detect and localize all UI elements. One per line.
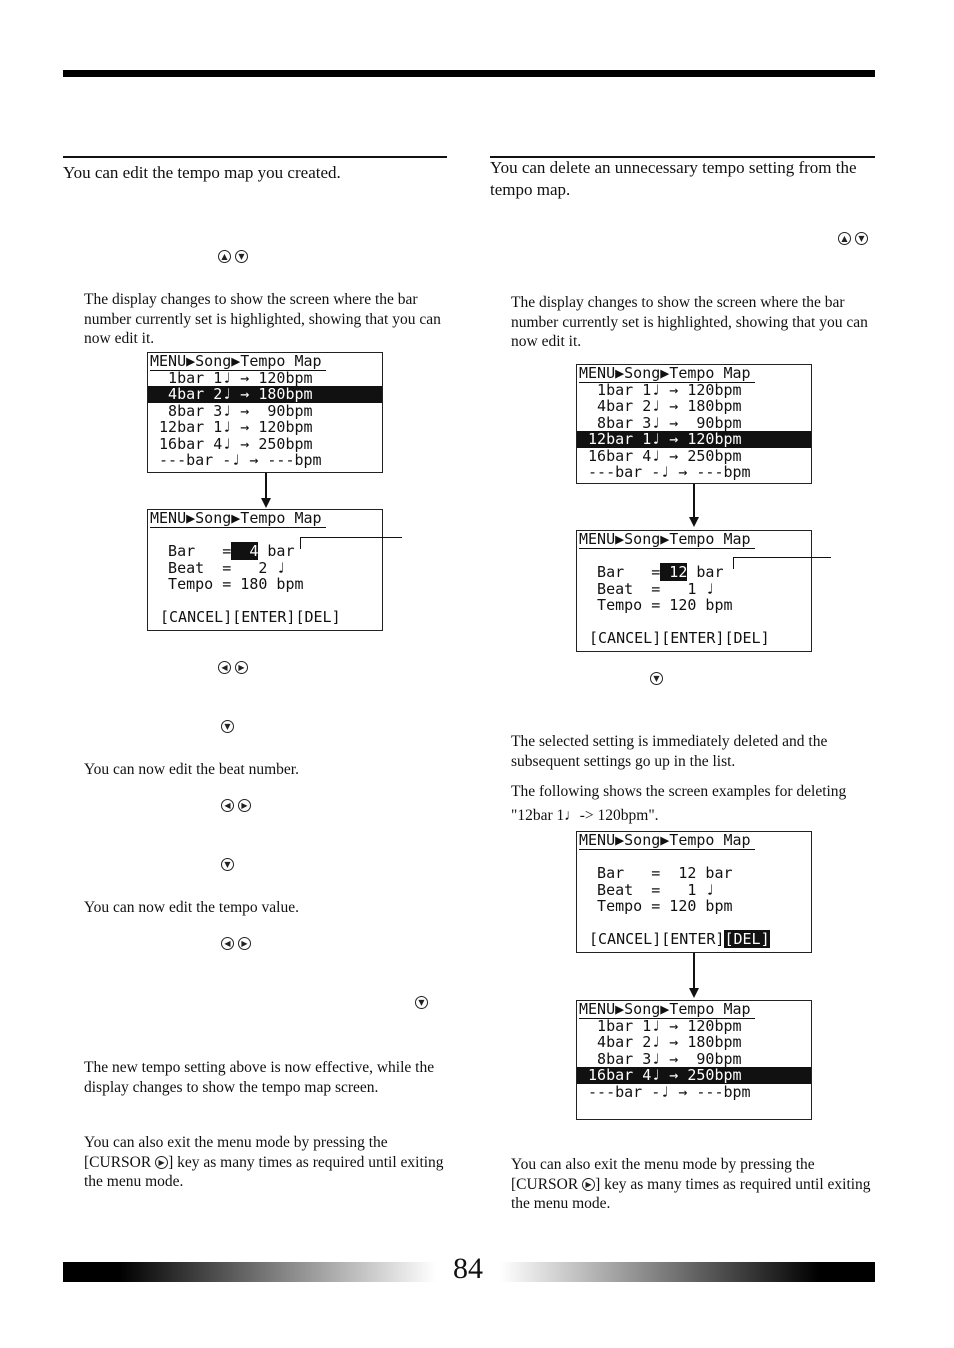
arrow-down-icon: [689, 517, 699, 527]
lcd-map-row: 1bar 1♩ → 120bpm: [150, 368, 313, 387]
left-p1: The display changes to show the screen where the bar number currently set is highlighted, showing that you can now edit it.: [84, 291, 441, 347]
lcd-map-row: 1bar 1♩ → 120bpm: [579, 1016, 742, 1035]
lcd-map-row: 4bar 2♩ → 180bpm: [148, 386, 382, 403]
left-key-icon: ◀: [218, 661, 231, 674]
down-key: [221, 720, 234, 733]
lcd-map-row: ---bar -♩ → ---bpm: [579, 463, 751, 481]
lcd-map-row: 8bar 3♩ → 90bpm: [579, 413, 742, 432]
arrow-line: [693, 953, 695, 989]
lcd-map-row: ---bar -♩ → ---bpm: [579, 1082, 751, 1101]
header-bar: [63, 70, 875, 77]
left-right-keys: [221, 937, 251, 950]
right-key-icon: ▶: [238, 937, 251, 950]
up-key-icon: ▲: [838, 232, 851, 245]
lcd-beat-row: Beat = 1 ♩: [579, 579, 715, 598]
lcd-bar-unit: bar: [258, 542, 295, 560]
arrow-line: [693, 484, 695, 518]
lcd-title: MENU▶Song▶Tempo Map: [579, 365, 755, 383]
down-key: [650, 672, 663, 685]
right-p1: The display changes to show the screen where the bar number currently set is highlighted, showing that you can now edit it.: [511, 294, 868, 350]
lcd-title: MENU▶Song▶Tempo Map: [150, 353, 326, 371]
lcd-title: MENU▶Song▶Tempo Map: [579, 832, 755, 850]
up-key-icon: ▲: [218, 250, 231, 263]
left-p2: You can now edit the beat number.: [84, 761, 299, 778]
right-intro: You can delete an unnecessary tempo setting from the tempo map.: [490, 158, 857, 199]
callout-line: [300, 537, 402, 538]
lcd-tempo-row: Tempo = 180 bpm: [150, 575, 304, 593]
down-key-icon: ▼: [650, 672, 663, 685]
footer-bar-left: [63, 1262, 436, 1282]
callout-line: [733, 557, 734, 569]
lcd-buttons: [CANCEL][ENTER][DEL]: [160, 608, 341, 626]
lcd-map-row: 8bar 3♩ → 90bpm: [150, 401, 313, 420]
lcd-map-row: 1bar 1♩ → 120bpm: [579, 380, 742, 399]
lcd-title: MENU▶Song▶Tempo Map: [150, 510, 326, 528]
lcd-map-row: ---bar -♩ → ---bpm: [150, 451, 322, 469]
right-p4-a: You can also exit the menu mode by pressing the [CURSOR: [511, 1156, 815, 1193]
right-key-icon: ▶: [155, 1156, 168, 1169]
left-intro: You can edit the tempo map you created.: [63, 163, 341, 182]
lcd-bar-value: 12: [660, 563, 688, 581]
callout-line: [300, 537, 301, 549]
callout-line: [733, 557, 831, 558]
up-down-keys: [838, 232, 868, 245]
right-key-icon: ▶: [238, 799, 251, 812]
lcd-bar-row: Bar = 12 bar: [579, 864, 733, 882]
lcd-buttons: [CANCEL][ENTER]: [589, 930, 725, 948]
left-key-icon: ◀: [221, 799, 234, 812]
left-p5-b: ] key as many times as required until exiting the menu mode.: [84, 1153, 444, 1190]
lcd-map-row: 12bar 1♩ → 120bpm: [577, 431, 811, 448]
lcd-bar-value: 4: [231, 542, 259, 560]
right-key-icon: ▶: [235, 661, 248, 674]
left-p3: You can now edit the tempo value.: [84, 899, 299, 916]
right-p2: The selected setting is immediately deleted and the subsequent settings go up in the list.: [511, 733, 828, 770]
down-key: [415, 996, 428, 1009]
lcd-title: MENU▶Song▶Tempo Map: [579, 1001, 755, 1019]
lcd-map-row: 12bar 1♩ → 120bpm: [150, 418, 313, 436]
left-right-keys: [218, 661, 248, 674]
left-p5: [84, 1133, 448, 1192]
left-p4: The new tempo setting above is now effective, while the display changes to show the tempo map screen.: [84, 1059, 435, 1096]
lcd-tempo-row: Tempo = 120 bpm: [579, 596, 733, 614]
lcd-tempo-row: Tempo = 120 bpm: [579, 897, 733, 915]
down-key: [221, 858, 234, 871]
lcd-map-row: 16bar 4♩ → 250bpm: [579, 446, 742, 465]
lcd-tempo-map-list: [147, 352, 383, 473]
left-right-keys: [221, 799, 251, 812]
lcd-del-button: [DEL]: [724, 930, 770, 948]
arrow-down-icon: [261, 498, 271, 508]
lcd-edit-screen: [147, 509, 383, 631]
page-number: 84: [453, 1252, 483, 1285]
lcd-map-row: 4bar 2♩ → 180bpm: [579, 397, 742, 415]
lcd-bar-label: Bar =: [579, 563, 661, 581]
right-p4: [511, 1155, 875, 1214]
down-key-icon: ▼: [235, 250, 248, 263]
right-p3: The following shows the screen examples for deleting "12bar 1♩-> 120bpm".: [511, 783, 847, 824]
lcd-map-row: 8bar 3♩ → 90bpm: [579, 1049, 742, 1068]
down-key-icon: ▼: [221, 858, 234, 871]
lcd-tempo-map-list: [576, 364, 812, 484]
lcd-title: MENU▶Song▶Tempo Map: [579, 531, 755, 549]
lcd-buttons: [CANCEL][ENTER][DEL]: [589, 629, 770, 647]
up-down-keys: [218, 250, 248, 263]
down-key-icon: ▼: [415, 996, 428, 1009]
lcd-tempo-map-after-delete: [576, 1000, 812, 1120]
section-rule-left: [63, 156, 447, 158]
lcd-edit-screen: [576, 530, 812, 652]
left-p5-a: You can also exit the menu mode by pressing the [CURSOR: [84, 1134, 388, 1171]
down-key-icon: ▼: [221, 720, 234, 733]
lcd-beat-row: Beat = 1 ♩: [579, 880, 715, 899]
down-key-icon: ▼: [855, 232, 868, 245]
lcd-map-row: 4bar 2♩ → 180bpm: [579, 1033, 742, 1051]
right-key-icon: ▶: [582, 1178, 595, 1191]
lcd-bar-label: Bar =: [150, 542, 232, 560]
arrow-line: [265, 473, 267, 499]
arrow-down-icon: [689, 988, 699, 998]
lcd-beat-row: Beat = 2 ♩: [150, 558, 286, 577]
lcd-delete-screen: [576, 831, 812, 953]
left-key-icon: ◀: [221, 937, 234, 950]
right-p4-b: ] key as many times as required until exiting the menu mode.: [511, 1175, 871, 1212]
lcd-map-row: 16bar 4♩ → 250bpm: [577, 1067, 811, 1084]
lcd-map-row: 16bar 4♩ → 250bpm: [150, 434, 313, 453]
footer-bar-right: [500, 1262, 875, 1282]
lcd-bar-unit: bar: [687, 563, 724, 581]
